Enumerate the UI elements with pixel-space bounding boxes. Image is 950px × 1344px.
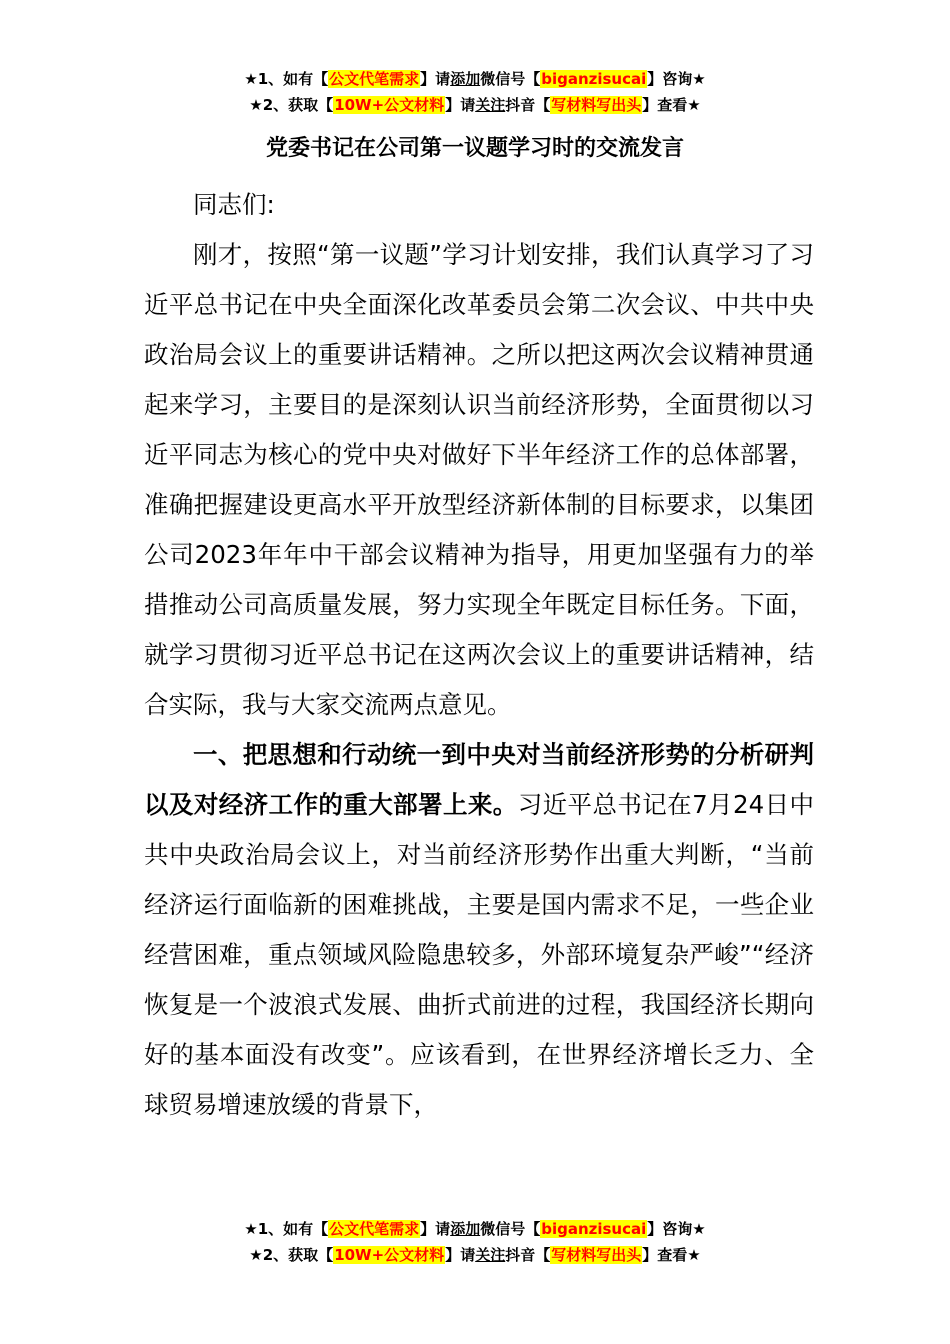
banner-highlight: 公文代笔需求 xyxy=(329,1220,420,1238)
banner-highlight: 写材料写出头 xyxy=(551,96,642,114)
banner-highlight: 写材料写出头 xyxy=(551,1246,642,1264)
banner-text: ★2、获取【 xyxy=(249,96,334,114)
banner-text: 】请 xyxy=(420,1220,451,1238)
banner-text: 】请 xyxy=(420,70,451,88)
banner-line-1 xyxy=(0,66,950,92)
document-title: 党委书记在公司第一议题学习时的交流发言 xyxy=(265,136,684,161)
section-paragraph xyxy=(144,730,814,1130)
header-banner xyxy=(0,66,950,118)
banner-line-1 xyxy=(0,1216,950,1242)
banner-text: 】咨询★ xyxy=(647,1220,706,1238)
banner-text: 微信号【 xyxy=(480,1220,541,1238)
banner-line-2 xyxy=(0,92,950,118)
banner-text: 抖音【 xyxy=(505,1246,551,1264)
banner-highlight: biganzisucai xyxy=(541,70,647,88)
banner-emphasis: 添加 xyxy=(450,1220,481,1238)
footer-banner xyxy=(0,1216,950,1268)
document-body xyxy=(144,180,814,1130)
banner-highlight: 10W+公文材料 xyxy=(334,1246,445,1264)
banner-text: 】请 xyxy=(445,96,476,114)
banner-text: 】咨询★ xyxy=(647,70,706,88)
section-text: 习近平总书记在7月24日中共中央政治局会议上，对当前经济形势作出重大判断，“当前经济运行面临新的困难挑战，主要是国内需求不足，一些企业经营困难，重点领域风险隐患较多，外部环境复杂严峻”“经济恢复是一个波浪式发展、曲折式前进的过程，我国经济长期向好的基本面没有改变”。应该看到，在世界经济增长乏力、全球贸易增速放缓的背景下， xyxy=(144,790,815,1119)
banner-line-2 xyxy=(0,1242,950,1268)
banner-highlight: biganzisucai xyxy=(541,1220,647,1238)
section-heading: 一、把思想和行动统一到中央对当前经济形势的分析研判以及对经济工作的重大部署上来。 xyxy=(144,740,814,819)
banner-text: ★1、如有【 xyxy=(244,1220,329,1238)
banner-text: 抖音【 xyxy=(505,96,551,114)
banner-text: ★2、获取【 xyxy=(249,1246,334,1264)
banner-text: 】请 xyxy=(445,1246,476,1264)
banner-emphasis: 关注 xyxy=(475,96,506,114)
salutation: 同志们: xyxy=(193,190,275,219)
banner-text: ★1、如有【 xyxy=(244,70,329,88)
banner-highlight: 10W+公文材料 xyxy=(334,96,445,114)
banner-emphasis: 关注 xyxy=(475,1246,506,1264)
banner-emphasis: 添加 xyxy=(450,70,481,88)
banner-text: 微信号【 xyxy=(480,70,541,88)
banner-highlight: 公文代笔需求 xyxy=(329,70,420,88)
banner-text: 】查看★ xyxy=(642,1246,701,1264)
banner-text: 】查看★ xyxy=(642,96,701,114)
paragraph: 刚才，按照“第一议题”学习计划安排，我们认真学习了习近平总书记在中央全面深化改革委员会第二次会议、中共中央政治局会议上的重要讲话精神。之所以把这两次会议精神贯通起来学习，主要目的是深刻认识当前经济形势，全面贯彻以习近平同志为核心的党中央对做好下半年经济工作的总体部署，准确把握建设更高水平开放型经济新体制的目标要求，以集团公司2023年年中干部会议精神为指导，用更加坚强有力的举措推动公司高质量发展，努力实现全年既定目标任务。下面，就学习贯彻习近平总书记在这两次会议上的重要讲话精神，结合实际，我与大家交流两点意见。 xyxy=(144,240,814,719)
